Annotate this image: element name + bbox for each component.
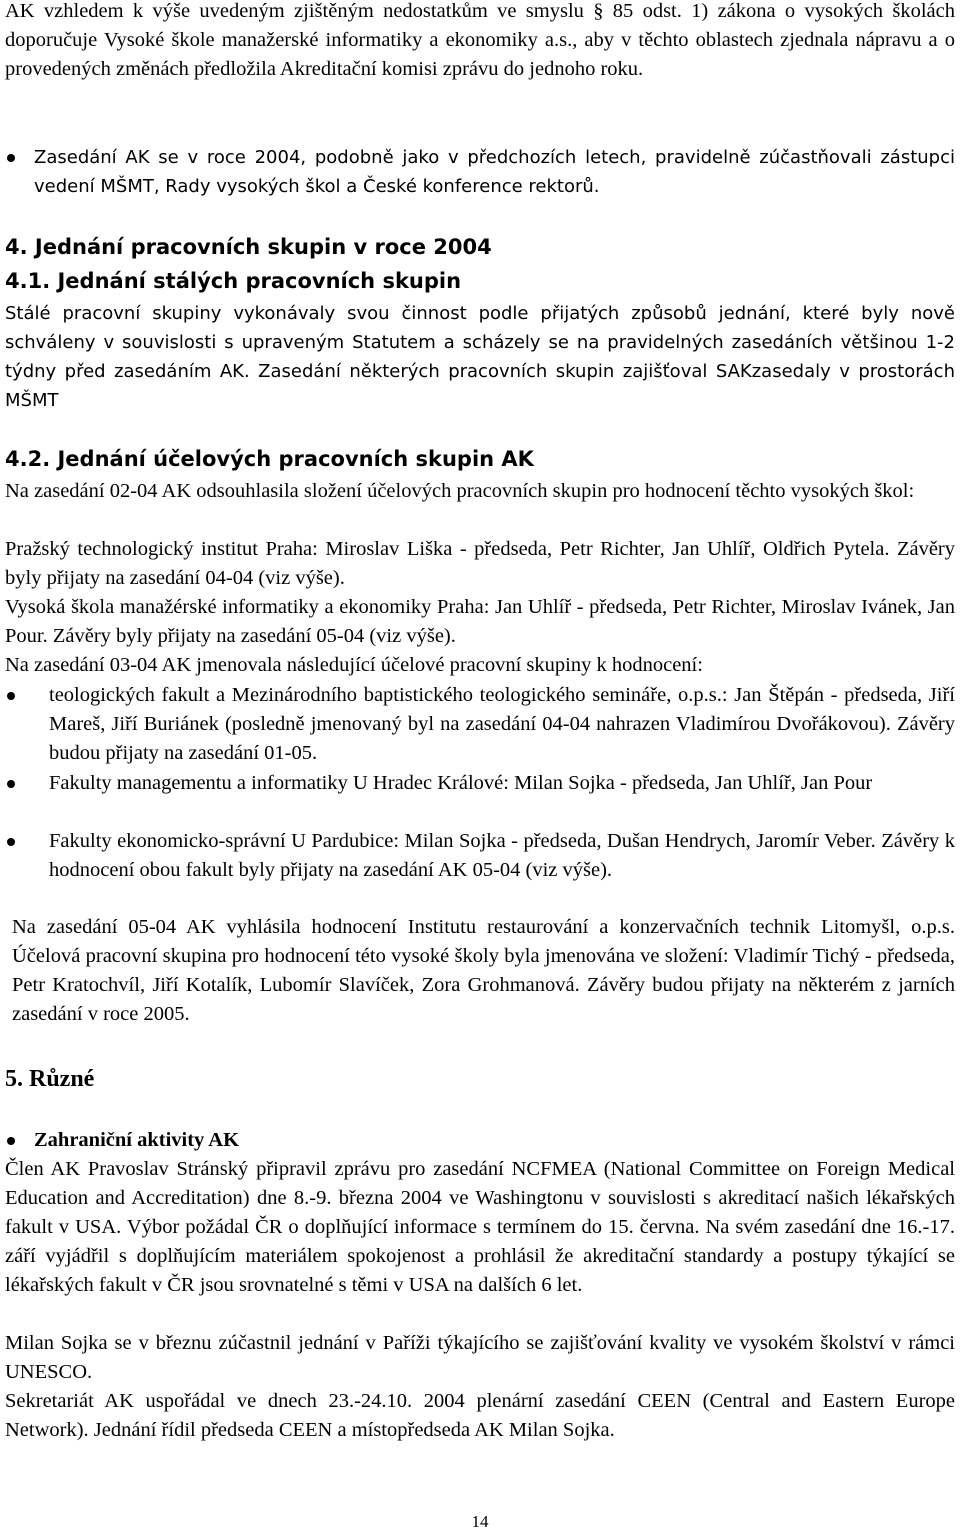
section-4-heading: 4. Jednání pracovních skupin v roce 2004 xyxy=(5,235,492,259)
section-5-paragraph-1: Člen AK Pravoslav Stránský připravil zprávu pro zasedání NCFMEA (National Committee on Foreign Medical Education and Accreditation) dne 8.-9. března 2004 ve Washingtonu v souvislosti s akreditací našich lékařských fakult v USA. Výbor požádal ČR o doplňující informace s termínem do 15. června. Na svém zasedání dne 16.-17. září vyjádřil s doplňujícím materiálem spokojenost a prohlásil že akreditační standardy a postupy týkající se lékařských fakult v ČR jsou srovnatelné s těmi v USA na dalších 6 let. xyxy=(5,1158,955,1296)
bullet-dot xyxy=(7,838,15,846)
section-4-1-heading: 4.1. Jednání stálých pracovních skupin xyxy=(5,269,462,293)
bullet-dot xyxy=(7,780,15,788)
page-number: 14 xyxy=(471,1512,489,1531)
section-4-2-paragraph-3: Vysoká škola manažérské informatiky a ekonomiky Praha: Jan Uhlíř - předseda, Petr Richter, Miroslav Ivánek, Jan Pour. Závěry byly přijaty na zasedání 05-04 (viz výše). xyxy=(5,596,955,647)
list-item-text: Fakulty ekonomicko-správní U Pardubice: Milan Sojka - předseda, Dušan Hendrych, Jaromír Veber. Závěry k hodnocení obou fakult byly přijaty na zasedání AK 05-04 (viz výše). xyxy=(49,830,955,881)
bullet-dot xyxy=(7,1137,15,1145)
list-item xyxy=(5,827,955,885)
section-5-bullet-heading: Zahraniční aktivity AK xyxy=(34,1129,240,1151)
section-5-paragraph-3: Sekretariát AK uspořádal ve dnech 23.-24.10. 2004 plenární zasedání CEEN (Central and Eastern Europe Network). Jednání řídil předseda CEEN a místopředseda AK Milan Sojka. xyxy=(5,1390,955,1441)
section-4-1-text: Stálé pracovní skupiny vykonávaly svou činnost podle přijatých způsobů jednání, které byly nově schváleny v souvislosti s upraveným Statutem a scházely se na pravidelných zasedáních většinou 1-2 týdny před zasedáním AK. Zasedání některých pracovních skupin zajišťoval SAKzasedaly v prostorách MŠMT xyxy=(5,303,955,411)
section-4-2-paragraph-4: Na zasedání 03-04 AK jmenovala následující účelové pracovní skupiny k hodnocení: xyxy=(5,654,703,676)
section-5-paragraph-2: Milan Sojka se v březnu zúčastnil jednání v Paříži týkajícího se zajišťování kvality ve vysokém školství v rámci UNESCO. xyxy=(5,1332,955,1383)
section-4-2-heading: 4.2. Jednání účelových pracovních skupin AK xyxy=(5,447,534,471)
bullet-dot xyxy=(7,692,15,700)
section-4-2-paragraph-1: Na zasedání 02-04 AK odsouhlasila složení účelových pracovních skupin pro hodnocení těchto vysokých škol: xyxy=(5,480,915,502)
list-item xyxy=(5,681,955,768)
list-item xyxy=(5,769,955,798)
intro-paragraph: AK vzhledem k výše uvedeným zjištěným nedostatkům ve smyslu § 85 odst. 1) zákona o vysokých školách doporučuje Vysoké škole manažerské informatiky a ekonomiky a.s., aby v těchto oblastech zjednala nápravu a o provedených změnách předložila Akreditační komisi zprávu do jednoho roku. xyxy=(5,0,955,80)
section-5-heading: 5. Různé xyxy=(5,1066,95,1092)
section-5-bullet xyxy=(5,1126,955,1155)
bullet-text: Zasedání AK se v roce 2004, podobně jako v předchozích letech, pravidelně zúčastňovali zástupci vedení MŠMT, Rady vysokých škol a České konference rektorů. xyxy=(34,147,955,197)
bullet-dot xyxy=(7,154,15,162)
list-item-text: Fakulty managementu a informatiky U Hradec Králové: Milan Sojka - předseda, Jan Uhlíř, Jan Pour xyxy=(49,772,873,794)
intro-bullet xyxy=(5,143,955,201)
list-item-text: teologických fakult a Mezinárodního baptistického teologického semináře, o.p.s.: Jan Štěpán - předseda, Jiří Mareš, Jiří Buriánek (posledně jmenovaný byl na zasedání 04-04 nahrazen Vladimírou Dvořákovou). Závěry budou přijaty na zasedání 01-05. xyxy=(49,684,955,764)
section-4-2-paragraph-5: Na zasedání 05-04 AK vyhlásila hodnocení Institutu restaurování a konzervačních technik Litomyšl, o.p.s. Účelová pracovní skupina pro hodnocení této vysoké školy byla jmenována ve složení: Vladimír Tichý - předseda, Petr Kratochvíl, Jiří Kotalík, Lubomír Slavíček, Zora Grohmanová. Závěry budou přijaty na některém z jarních zasedání v roce 2005. xyxy=(12,916,955,1025)
section-4-2-paragraph-2: Pražský technologický institut Praha: Miroslav Liška - předseda, Petr Richter, Jan Uhlíř, Oldřich Pytela. Závěry byly přijaty na zasedání 04-04 (viz výše). xyxy=(5,538,955,589)
